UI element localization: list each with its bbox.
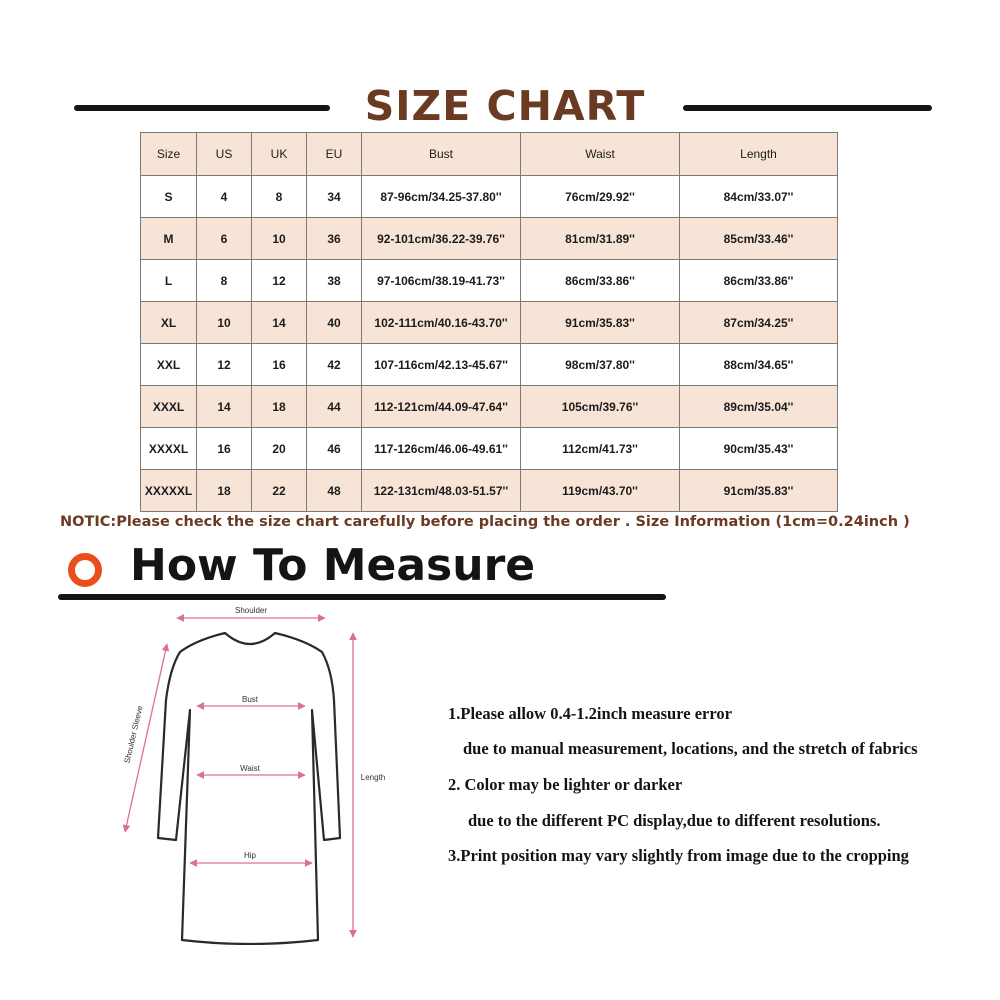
section-title: How To Measure: [130, 540, 536, 591]
table-cell: 12: [252, 260, 307, 302]
table-cell: 105cm/39.76'': [521, 386, 680, 428]
column-header: Size: [141, 133, 197, 176]
table-cell: S: [141, 176, 197, 218]
table-cell: 86cm/33.86'': [680, 260, 838, 302]
table-cell: 36: [307, 218, 362, 260]
table-cell: 8: [252, 176, 307, 218]
column-header: Waist: [521, 133, 680, 176]
table-cell: 88cm/34.65'': [680, 344, 838, 386]
table-cell: M: [141, 218, 197, 260]
table-row: [141, 176, 838, 218]
note-line: 3.Print position may vary slightly from image due to the cropping: [448, 846, 909, 865]
table-row: [141, 470, 838, 512]
table-cell: 86cm/33.86'': [521, 260, 680, 302]
table-header-row: [141, 133, 838, 176]
table-cell: 48: [307, 470, 362, 512]
bust-label: Bust: [241, 695, 259, 704]
table-cell: 18: [252, 386, 307, 428]
table-cell: L: [141, 260, 197, 302]
header-rule-right: [683, 105, 932, 111]
table-cell: 92-101cm/36.22-39.76'': [362, 218, 521, 260]
table-cell: 38: [307, 260, 362, 302]
dress-outline: [158, 633, 340, 944]
table-cell: XL: [141, 302, 197, 344]
table-cell: 91cm/35.83'': [680, 470, 838, 512]
table-cell: 117-126cm/46.06-49.61'': [362, 428, 521, 470]
table-cell: 112cm/41.73'': [521, 428, 680, 470]
table-cell: 6: [197, 218, 252, 260]
page-title: SIZE CHART: [364, 82, 646, 130]
table-cell: 10: [197, 302, 252, 344]
table-cell: 8: [197, 260, 252, 302]
table-cell: 122-131cm/48.03-51.57'': [362, 470, 521, 512]
table-cell: 16: [252, 344, 307, 386]
table-cell: 84cm/33.07'': [680, 176, 838, 218]
table-cell: 91cm/35.83'': [521, 302, 680, 344]
column-header: UK: [252, 133, 307, 176]
table-row: [141, 218, 838, 260]
table-cell: 85cm/33.46'': [680, 218, 838, 260]
table-cell: 87cm/34.25'': [680, 302, 838, 344]
note-line: 2. Color may be lighter or darker: [448, 775, 683, 794]
column-header: US: [197, 133, 252, 176]
header-rule-left: [74, 105, 330, 111]
table-cell: 14: [252, 302, 307, 344]
table-cell: 20: [252, 428, 307, 470]
table-cell: 46: [307, 428, 362, 470]
table-cell: 98cm/37.80'': [521, 344, 680, 386]
note-line: 1.Please allow 0.4-1.2inch measure error: [448, 704, 732, 723]
note-line: due to manual measurement, locations, and the stretch of fabrics: [463, 739, 918, 758]
table-row: [141, 428, 838, 470]
table-cell: 90cm/35.43'': [680, 428, 838, 470]
table-cell: 81cm/31.89'': [521, 218, 680, 260]
table-cell: XXXXXL: [141, 470, 197, 512]
table-cell: XXXL: [141, 386, 197, 428]
table-cell: 40: [307, 302, 362, 344]
table-cell: 97-106cm/38.19-41.73'': [362, 260, 521, 302]
table-cell: XXXXL: [141, 428, 197, 470]
table-cell: 10: [252, 218, 307, 260]
table-cell: 119cm/43.70'': [521, 470, 680, 512]
sleeve-label: Shoulder Sleeve: [122, 704, 145, 765]
length-label: Length: [360, 773, 386, 782]
table-cell: 107-116cm/42.13-45.67'': [362, 344, 521, 386]
dress-diagram: [100, 600, 400, 945]
table-cell: 87-96cm/34.25-37.80'': [362, 176, 521, 218]
table-cell: 22: [252, 470, 307, 512]
shoulder-label: Shoulder: [234, 606, 268, 615]
waist-label: Waist: [240, 764, 260, 773]
table-row: [141, 302, 838, 344]
size-notice: NOTIC:Please check the size chart carefully before placing the order . Size Information (1cm=0.24inch ): [60, 514, 910, 530]
table-cell: 112-121cm/44.09-47.64'': [362, 386, 521, 428]
size-chart-table: [140, 132, 838, 512]
table-cell: 42: [307, 344, 362, 386]
column-header: Length: [680, 133, 838, 176]
table-cell: XXL: [141, 344, 197, 386]
note-line: due to the different PC display,due to different resolutions.: [468, 811, 881, 830]
table-cell: 44: [307, 386, 362, 428]
table-cell: 76cm/29.92'': [521, 176, 680, 218]
table-cell: 89cm/35.04'': [680, 386, 838, 428]
table-cell: 34: [307, 176, 362, 218]
table-cell: 14: [197, 386, 252, 428]
hip-label: Hip: [243, 851, 257, 860]
table-cell: 102-111cm/40.16-43.70'': [362, 302, 521, 344]
table-cell: 18: [197, 470, 252, 512]
table-row: [141, 260, 838, 302]
circle-icon: [68, 553, 102, 587]
table-row: [141, 344, 838, 386]
table-cell: 12: [197, 344, 252, 386]
column-header: EU: [307, 133, 362, 176]
column-header: Bust: [362, 133, 521, 176]
table-cell: 16: [197, 428, 252, 470]
table-cell: 4: [197, 176, 252, 218]
table-row: [141, 386, 838, 428]
